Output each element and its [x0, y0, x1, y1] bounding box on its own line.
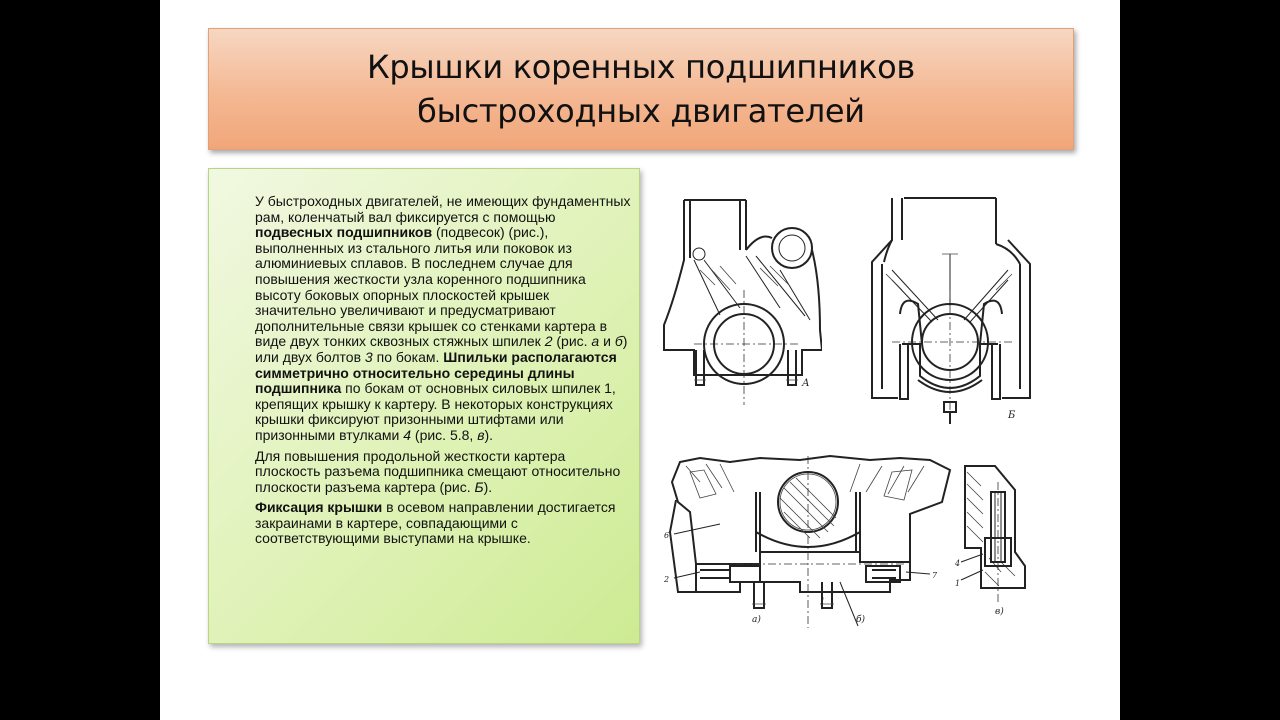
- figure-label-v: в): [995, 607, 1004, 617]
- paragraph-2: [255, 449, 631, 496]
- text-run: и: [599, 333, 615, 350]
- drawing-bearing-cap-a: [660, 190, 822, 414]
- drawing-crankcase-section: [660, 452, 954, 630]
- text-box: [208, 168, 640, 644]
- text-run: (рис. 5.8,: [411, 426, 478, 443]
- paragraph-3: [255, 500, 631, 547]
- text-run: (подвесок) (рис.), выполненных из стального литья или поковок из алюминиевых сплавов. В последнем случае для повышения жесткости узла коренного подшипника высоту боковых опорных плоскостей крышек значительно увеличивают и предусматривают дополнительные связи крышек со стенками картера в виде двух тонких сквозных стяжных шпилек: [255, 224, 608, 350]
- text-run: (рис.: [552, 333, 592, 350]
- figure-label-b-small: б): [856, 615, 866, 625]
- bold-run: Фиксация крышки: [255, 499, 383, 516]
- text-run: ).: [484, 426, 494, 443]
- text-run: Для повышения продольной жесткости картера плоскость разъема подшипника смещают относительно плоскости разъема картера (рис.: [255, 447, 621, 495]
- figure-label-b: Б: [1008, 410, 1016, 421]
- italic-run: Б: [474, 478, 484, 495]
- slide-title-line-2: быстроходных двигателей: [417, 92, 865, 130]
- callout-4: 4: [955, 559, 961, 568]
- text-run: по бокам от основных силовых шпилек 1, крепящих крышку к картеру. В некоторых конструкциях крышки фиксируют призонными штифтами или призонными втулками: [255, 380, 616, 443]
- text-run: ) или двух болтов: [255, 333, 628, 365]
- italic-run: в: [477, 426, 485, 443]
- bold-run: подвесных подшипников: [255, 224, 433, 241]
- text-run: по бокам.: [372, 348, 444, 365]
- text-run: ).: [483, 478, 493, 495]
- body-text: [255, 194, 631, 552]
- italic-run: 3: [364, 348, 373, 365]
- callout-6: 6: [664, 531, 670, 540]
- italic-run: а: [591, 333, 600, 350]
- callout-1: 1: [820, 597, 826, 606]
- text-run: в осевом направлении достигается закраинами в картере, совпадающими с соответствующими выступами на крышке.: [255, 499, 616, 547]
- figure-label-a-small: а): [752, 615, 761, 625]
- italic-run: 2: [544, 333, 553, 350]
- slide: [160, 0, 1120, 720]
- italic-run: б: [614, 333, 623, 350]
- callout-7: 7: [932, 571, 938, 580]
- drawing-dowel-detail: [955, 462, 1031, 620]
- title-box: [208, 28, 1074, 150]
- bold-run: Шпильки располагаются симметрично относительно середины длины подшипника: [255, 348, 617, 397]
- paragraph-1: [255, 194, 631, 444]
- callout-2: 2: [664, 575, 670, 584]
- drawing-bearing-cap-b: [862, 194, 1038, 426]
- slide-title-line-1: Крышки коренных подшипников: [366, 48, 915, 86]
- figure-label-a: А: [802, 378, 810, 389]
- callout-1-detail: 1: [955, 579, 961, 588]
- text-run: У быстроходных двигателей, не имеющих фундаментных рам, коленчатый вал фиксируется с помощью: [255, 193, 631, 225]
- italic-run: 4: [403, 426, 412, 443]
